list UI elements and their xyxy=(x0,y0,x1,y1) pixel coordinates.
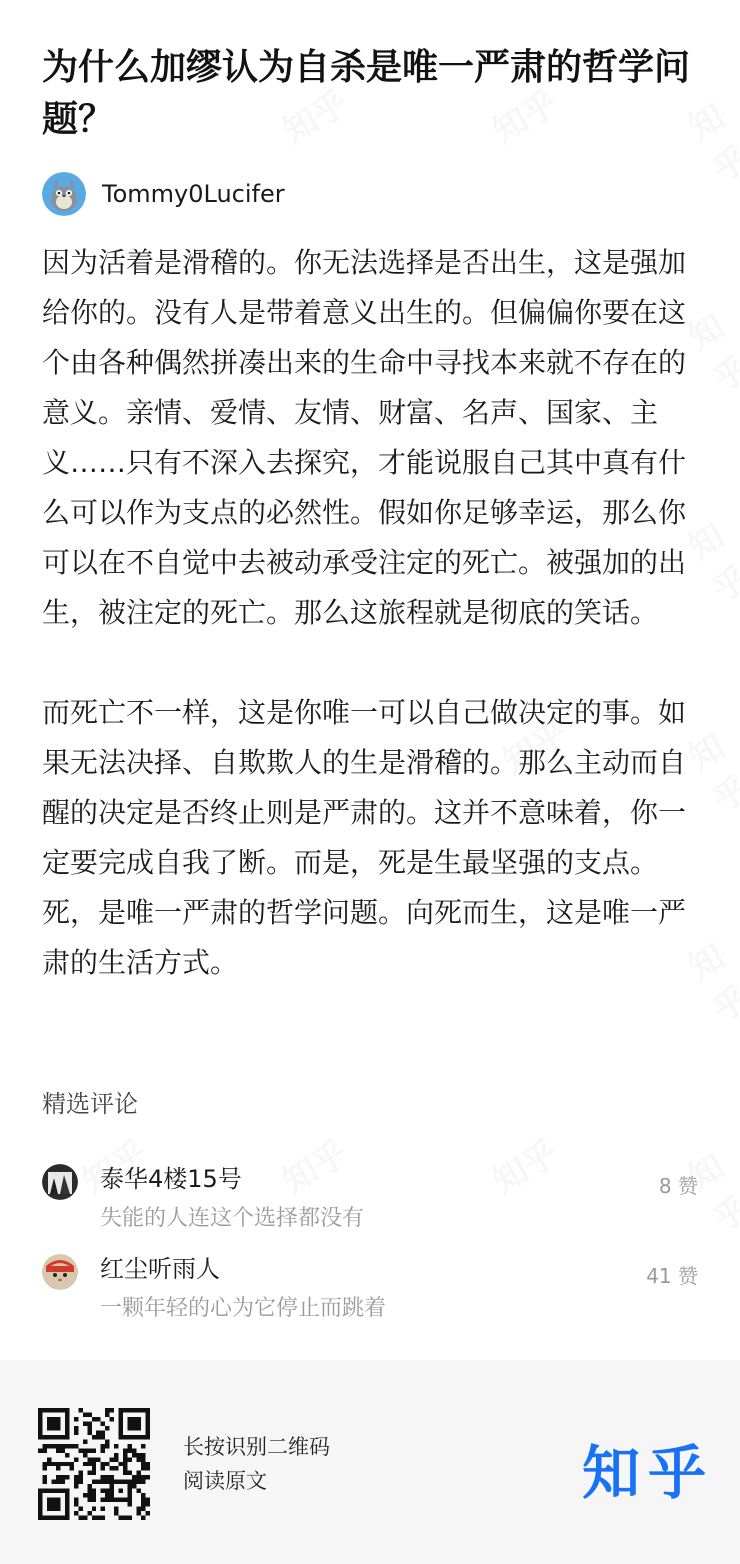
commenter-avatar[interactable] xyxy=(42,1164,78,1200)
read-original-link[interactable]: 阅读原文 xyxy=(183,1469,267,1493)
totoro-avatar-icon[interactable] xyxy=(42,172,86,216)
author-row[interactable] xyxy=(42,171,285,217)
answer-paragraph: 因为活着是滑稽的。你无法选择是否出生，这是强加给你的。没有人是带着意义出生的。但偏偏你要在这个由各种偶然拼凑出来的生命中寻找本来就不存在的意义。亲情、爱情、友情、财富、名声、国家、主义……只有不深入去探究，才能说服自己其中真有什么可以作为支点的必然性。假如你足够幸运，那么你可以在不自觉中去被动承受注定的死亡。被强加的出生，被注定的死亡。那么这旅程就是彻底的笑话。 xyxy=(42,246,687,629)
comment-username[interactable]: 泰华4楼15号 xyxy=(100,1165,242,1193)
comment-text: 失能的人连这个选择都没有 xyxy=(100,1206,365,1231)
comment-username[interactable]: 红尘听雨人 xyxy=(100,1255,220,1283)
commenter-avatar[interactable] xyxy=(42,1254,78,1290)
author-name[interactable]: Tommy0Lucifer xyxy=(102,180,285,208)
scan-qr-hint: 长按识别二维码 xyxy=(183,1435,330,1459)
comments-heading: 精选评论 xyxy=(42,1090,138,1118)
comment-item[interactable] xyxy=(42,1252,698,1332)
comment-text: 一颗年轻的心为它停止而跳着 xyxy=(100,1296,387,1321)
share-footer xyxy=(0,1360,740,1564)
comment-like-count[interactable]: 41 赞 xyxy=(646,1264,698,1288)
qr-code-icon[interactable] xyxy=(38,1408,150,1520)
footer-caption xyxy=(183,1430,330,1498)
answer-body xyxy=(42,238,698,988)
zhihu-logo: 知乎 xyxy=(582,1439,715,1507)
answer-paragraph: 而死亡不一样，这是你唯一可以自己做决定的事。如果无法决择、自欺欺人的生是滑稽的。那么主动而自醒的决定是否终止则是严肃的。这并不意味着，你一定要完成自我了断。而是，死是生最坚强的支点。死，是唯一严肃的哲学问题。向死而生，这是唯一严肃的生活方式。 xyxy=(42,696,687,979)
comment-like-count[interactable]: 8 赞 xyxy=(658,1174,698,1198)
question-title[interactable]: 为什么加缪认为自杀是唯一严肃的哲学问题？ xyxy=(42,47,691,140)
comment-item[interactable] xyxy=(42,1162,698,1242)
